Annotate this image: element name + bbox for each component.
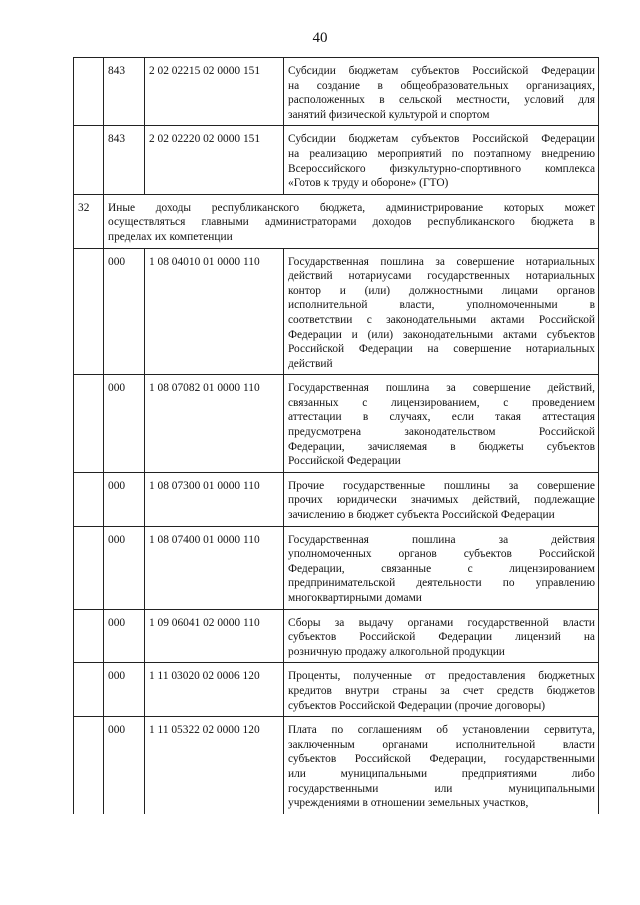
description-cell	[284, 375, 599, 473]
table-row	[74, 663, 599, 717]
table-row	[74, 375, 599, 473]
page-number: 40	[312, 30, 328, 46]
description-cell	[284, 526, 599, 609]
row-number-cell	[74, 526, 104, 609]
description-line: на реализацию мероприятий по поэтапному внедрению	[288, 147, 595, 160]
row-number-cell	[74, 717, 104, 814]
admin-code-cell: 000	[104, 663, 145, 717]
description-line: Проценты, полученные от предоставления бюджетных	[288, 670, 595, 683]
description-line: субъектов Российской Федерации, государственными	[288, 753, 595, 766]
description-line: Российской Федерации	[288, 455, 401, 468]
description-cell	[284, 609, 599, 663]
description-line: аттестации в случаях, если такая аттестация	[288, 411, 595, 424]
description-line: Субсидии бюджетам субъектов Российской Федерации	[288, 133, 595, 146]
description-line: Субсидии бюджетам субъектов Российской Федерации	[288, 65, 595, 77]
description-line: субъектов Российской Федерации лицензий на	[288, 631, 595, 644]
description-cell	[284, 472, 599, 526]
description-line: пределах их компетенции	[108, 230, 233, 243]
description-line: расположенных в сельской местности, условий для	[288, 94, 595, 107]
kbk-code-cell: 1 08 04010 01 0000 110	[145, 248, 284, 375]
description-line: Федерации, связанные с лицензированием	[288, 562, 595, 575]
row-number-cell	[74, 375, 104, 473]
table-row	[74, 717, 599, 814]
description-line: прочих юридически значимых действий, подлежащие	[288, 494, 595, 507]
description-line: или муниципальными предприятиями либо	[288, 767, 595, 780]
kbk-code-cell: 1 08 07300 01 0000 110	[145, 472, 284, 526]
section-title-cell	[104, 194, 599, 248]
admin-code-cell: 843	[104, 58, 145, 126]
description-cell	[284, 663, 599, 717]
section-row	[74, 194, 599, 248]
admin-code-cell: 000	[104, 248, 145, 375]
kbk-code-cell: 2 02 02220 02 0000 151	[145, 126, 284, 194]
row-number-cell	[74, 663, 104, 717]
kbk-code-cell: 2 02 02215 02 0000 151	[145, 58, 284, 126]
row-number-cell	[74, 58, 104, 126]
admin-code-cell: 000	[104, 472, 145, 526]
description-line: действий нотариусами государственных нотариальных	[288, 270, 595, 283]
description-line: Федерации и (или) законодательными актами субъектов	[288, 328, 595, 341]
description-cell	[284, 126, 599, 194]
row-number-cell	[74, 609, 104, 663]
admin-code-cell: 000	[104, 609, 145, 663]
kbk-code-cell: 1 09 06041 02 0000 110	[145, 609, 284, 663]
description-line: Государственная пошлина за действия	[288, 533, 595, 546]
table-row	[74, 472, 599, 526]
description-line: «Готов к труду и обороне» (ГТО)	[288, 177, 449, 190]
description-line: осуществляться главными администраторами доходов республиканского бюджета в	[108, 216, 595, 229]
admin-code-cell: 000	[104, 375, 145, 473]
description-line: Федерации, зачисляемая в бюджеты субъектов	[288, 440, 595, 453]
description-line: субъектов Российской Федерации (прочие договоры)	[288, 699, 546, 712]
description-line: на создание в общеобразовательных организациях,	[288, 79, 595, 92]
description-cell	[284, 248, 599, 375]
description-line: учреждениями в отношении земельных участков,	[288, 797, 529, 810]
description-line: предусмотрена законодательством Российской	[288, 426, 595, 439]
description-cell	[284, 717, 599, 814]
description-line: предпринимательской деятельности по управлению	[288, 577, 595, 590]
section-number: 32	[74, 194, 104, 248]
description-line: Сборы за выдачу органами государственной власти	[288, 616, 595, 629]
admin-code-cell: 843	[104, 126, 145, 194]
description-line: соответствии с законодательными актами Российской	[288, 313, 595, 326]
table-row	[74, 58, 599, 126]
description-line: исполнительной власти, уполномоченными в	[288, 299, 595, 312]
kbk-code-cell: 1 08 07082 01 0000 110	[145, 375, 284, 473]
description-line: Государственная пошлина за совершение действий,	[288, 382, 595, 395]
kbk-code-cell: 1 11 03020 02 0006 120	[145, 663, 284, 717]
description-line: связанных с лицензированием, с проведением	[288, 396, 595, 409]
description-line: заключенным органами исполнительной власти	[288, 738, 595, 751]
revenue-classification-table	[73, 57, 599, 814]
description-line: многоквартирными домами	[288, 592, 422, 604]
description-line: Российской Федерации на совершение нотариальных	[288, 343, 595, 356]
description-line: действий	[288, 357, 333, 370]
description-line: Иные доходы республиканского бюджета, администрирование которых может	[108, 201, 595, 214]
description-line: Всероссийского физкультурно-спортивного комплекса	[288, 162, 595, 175]
row-number-cell	[74, 126, 104, 194]
table-body	[74, 58, 599, 814]
description-line: Государственная пошлина за совершение нотариальных	[288, 255, 595, 268]
table-row	[74, 248, 599, 375]
description-line: Плата по соглашениям об установлении сервитута,	[288, 724, 595, 737]
description-line: Прочие государственные пошлины за совершение	[288, 479, 595, 492]
kbk-code-cell: 1 08 07400 01 0000 110	[145, 526, 284, 609]
kbk-code-cell: 1 11 05322 02 0000 120	[145, 717, 284, 814]
admin-code-cell: 000	[104, 526, 145, 609]
description-cell	[284, 58, 599, 126]
table-row	[74, 609, 599, 663]
description-line: занятий физической культурой и спортом	[288, 108, 490, 121]
description-line: кредитов внутри страны за счет средств бюджетов	[288, 684, 595, 697]
row-number-cell	[74, 248, 104, 375]
table-row	[74, 126, 599, 194]
admin-code-cell: 000	[104, 717, 145, 814]
table-row	[74, 526, 599, 609]
description-line: уполномоченных органов субъектов Российской	[288, 548, 595, 561]
description-line: контор и (или) должностными лицами органов	[288, 284, 595, 297]
description-line: розничную продажу алкогольной продукции	[288, 645, 505, 658]
description-line: зачислению в бюджет субъекта Российской Федерации	[288, 509, 555, 522]
row-number-cell	[74, 472, 104, 526]
description-line: государственными или муниципальными	[288, 782, 595, 795]
